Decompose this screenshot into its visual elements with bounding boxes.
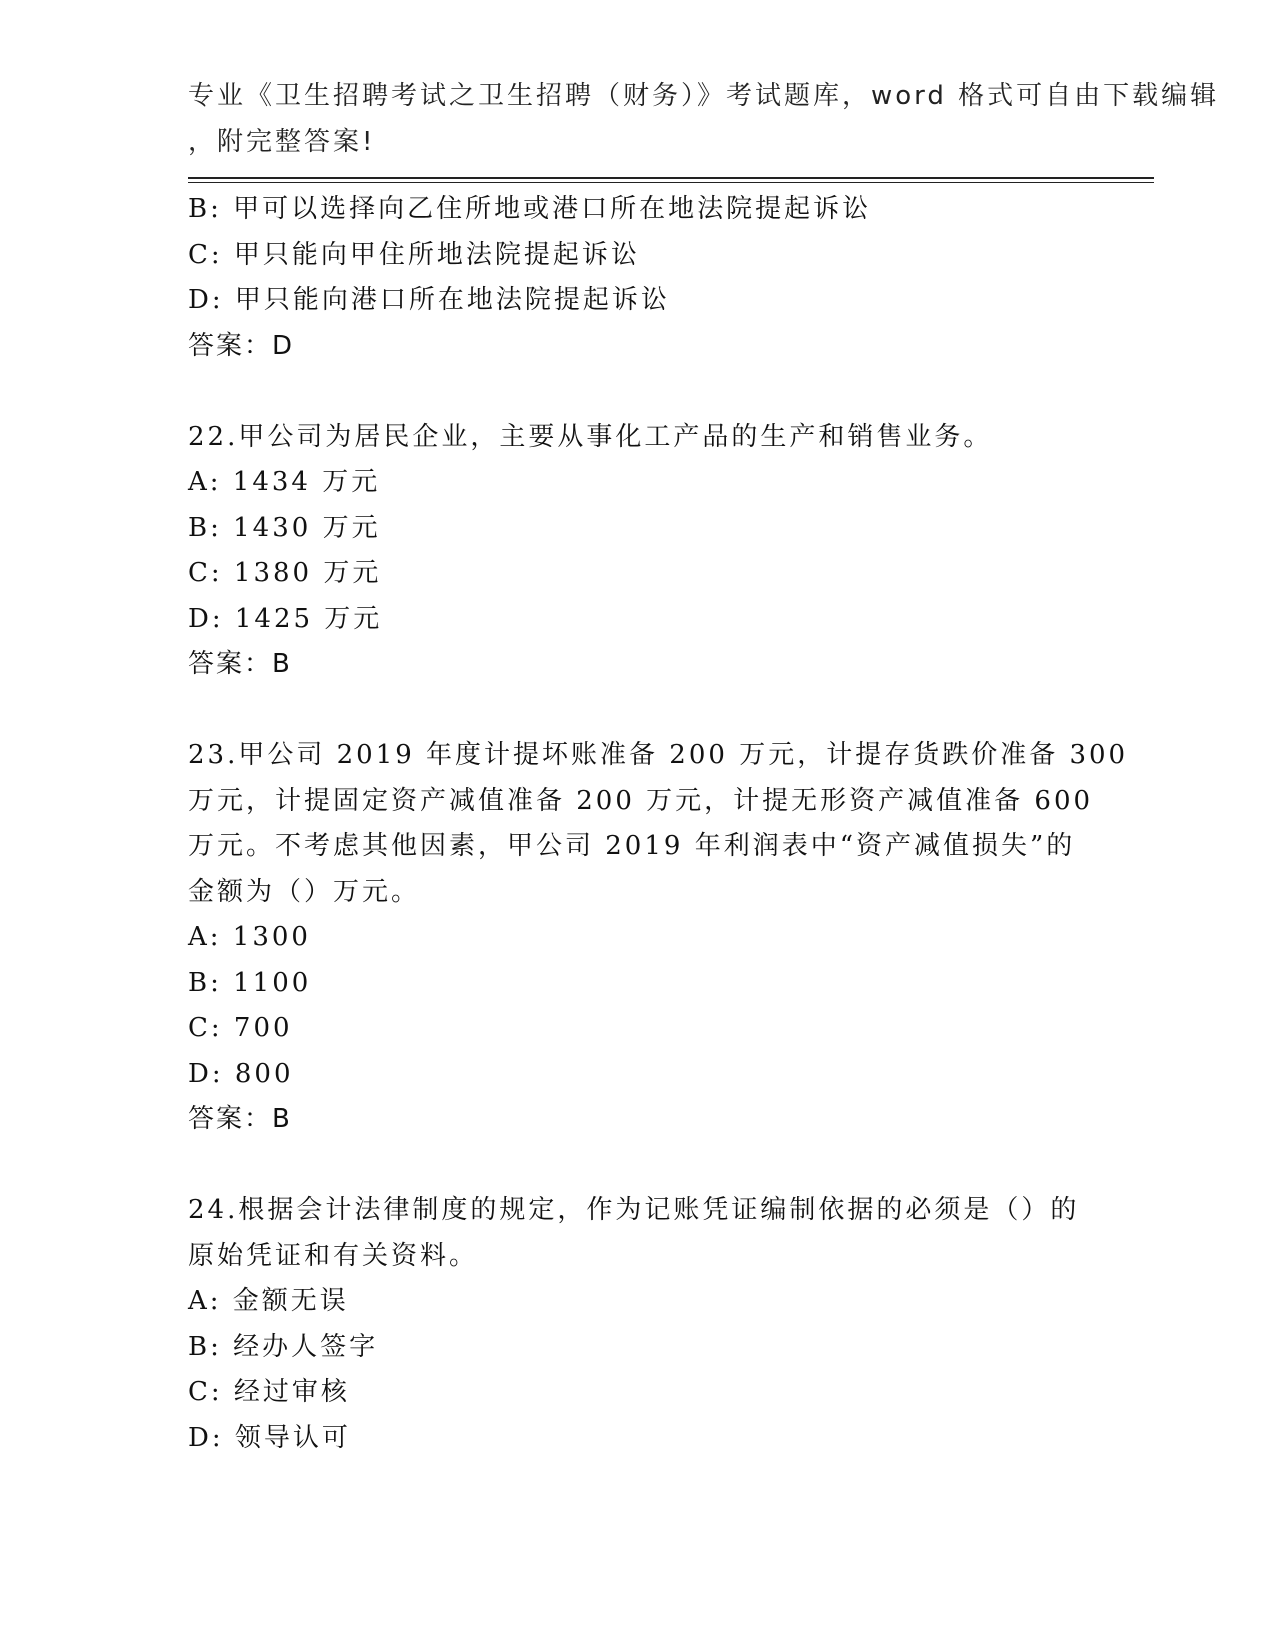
q21-option-b: B: 甲可以选择向乙住所地或港口所在地法院提起诉讼 xyxy=(188,194,872,224)
q24-option-b: B: 经办人签字 xyxy=(188,1331,379,1362)
q22-stem: 22.甲公司为居民企业，主要从事化工产品的生产和销售业务。 xyxy=(188,421,993,452)
question-22 xyxy=(188,415,1088,688)
q22-answer: 答案：B xyxy=(188,649,292,679)
q23-answer: 答案：B xyxy=(188,1104,292,1134)
q23-stem-line: 万元。不考虑其他因素，甲公司 2019 年利润表中“资产减值损失”的 xyxy=(188,831,1076,861)
q22-option-d: D: 1425 万元 xyxy=(188,603,383,634)
document-header xyxy=(188,74,1220,165)
q23-option-a: A: 1300 xyxy=(188,922,311,952)
q24-stem-line: 24.根据会计法律制度的规定，作为记账凭证编制依据的必须是（）的 xyxy=(188,1195,1080,1225)
q24-option-a: A: 金额无误 xyxy=(188,1286,349,1316)
q24-stem xyxy=(188,1188,1088,1279)
header-line-2: ，附完整答案! xyxy=(188,126,376,157)
spacer xyxy=(188,369,1088,415)
q24-stem-line: 原始凭证和有关资料。 xyxy=(188,1240,479,1271)
q23-stem-line: 23.甲公司 2019 年度计提坏账准备 200 万元，计提存货跌价准备 300 xyxy=(188,740,1129,770)
spacer xyxy=(188,688,1088,734)
question-23 xyxy=(188,733,1129,1143)
q22-option-c: C: 1380 万元 xyxy=(188,558,382,588)
header-divider-thin xyxy=(188,182,1154,183)
q23-option-c: C: 700 xyxy=(188,1013,293,1043)
q21-option-d: D: 甲只能向港口所在地法院提起诉讼 xyxy=(188,285,670,315)
header-divider-thick xyxy=(188,177,1154,179)
spacer xyxy=(188,1143,1088,1189)
q21-answer: 答案：D xyxy=(188,330,295,361)
q22-option-b: B: 1430 万元 xyxy=(188,512,381,543)
question-list xyxy=(188,187,1129,1461)
header-line-1: 专业《卫生招聘考试之卫生招聘（财务）》考试题库，word 格式可自由下载编辑 xyxy=(188,81,1220,111)
q22-option-a: A: 1434 万元 xyxy=(188,467,381,497)
q24-option-d: D: 领导认可 xyxy=(188,1422,351,1453)
q21-option-c: C: 甲只能向甲住所地法院提起诉讼 xyxy=(188,239,640,270)
question-24 xyxy=(188,1188,1088,1461)
q23-option-d: D: 800 xyxy=(188,1058,294,1089)
q23-stem-line: 金额为（）万元。 xyxy=(188,876,421,907)
question-21 xyxy=(188,187,1088,369)
q23-option-b: B: 1100 xyxy=(188,967,312,998)
q23-stem xyxy=(188,733,1129,915)
q24-option-c: C: 经过审核 xyxy=(188,1377,350,1407)
q23-stem-line: 万元，计提固定资产减值准备 200 万元，计提无形资产减值准备 600 xyxy=(188,785,1094,816)
